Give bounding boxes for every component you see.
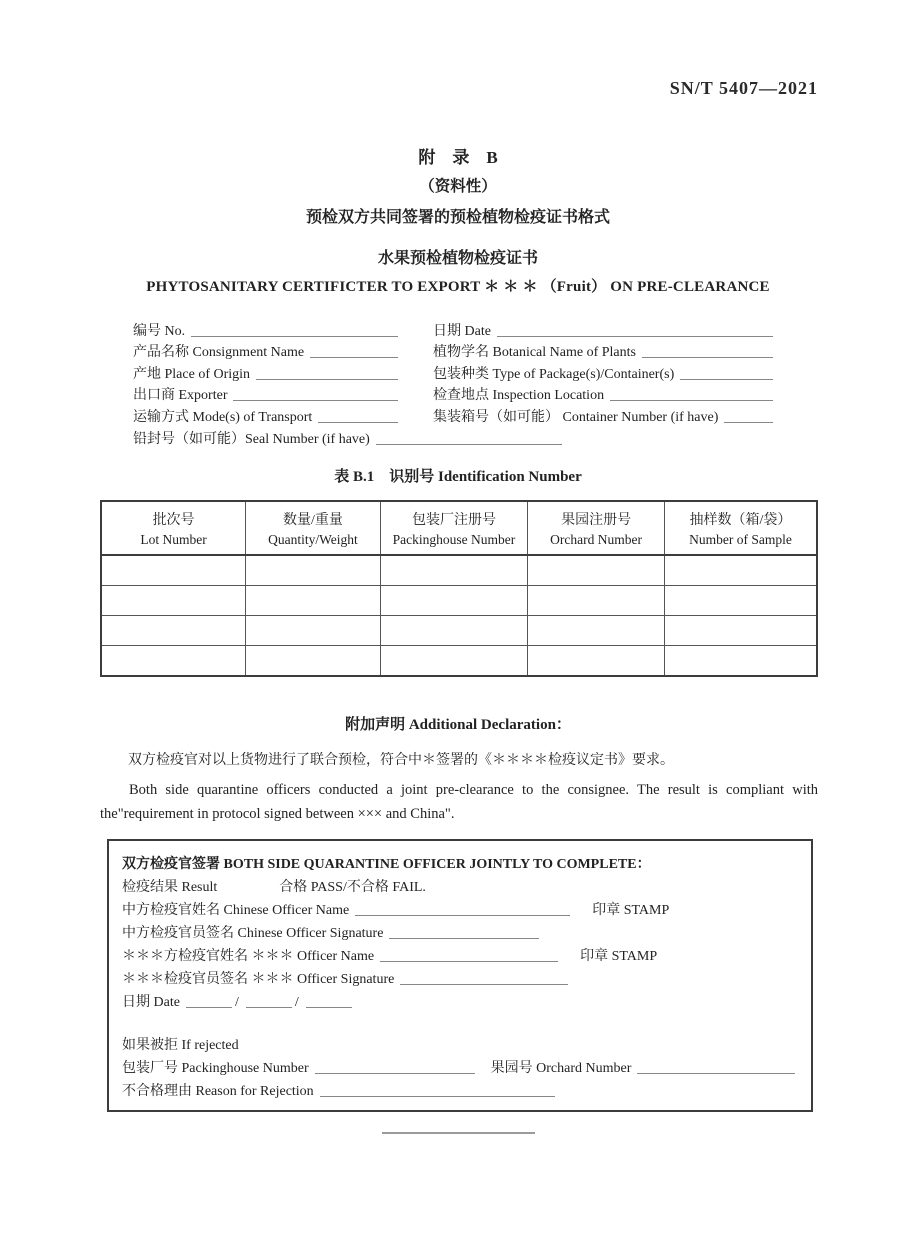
column-header-lot-number — [101, 501, 246, 555]
field-label: 包装种类 Type of Package(s)/Container(s) — [433, 366, 675, 382]
foreign-officer-signature-label: ＊＊＊检疫官员签名 ＊＊＊ Officer Signature — [122, 971, 395, 987]
foreign-officer-name-label: ＊＊＊方检疫官姓名 ＊＊＊ Officer Name — [122, 948, 375, 964]
blank-line — [724, 422, 773, 423]
certificate-title-cn: 水果预检植物检疫证书 — [377, 250, 538, 267]
table-cell — [246, 615, 381, 645]
column-header-en: Orchard Number — [550, 531, 642, 547]
table-cell — [380, 555, 527, 586]
blank-line — [191, 336, 398, 337]
blank-line — [315, 1073, 475, 1074]
foreign-officer-signature-line — [122, 965, 797, 988]
table-cell — [528, 585, 665, 615]
blank-line — [246, 1007, 292, 1008]
field-label: 铅封号（如可能）Seal Number (if have) — [133, 431, 370, 447]
declaration-paragraph-en: Both side quarantine officers conducted a joint pre-clearance to the consignee. The result is compliant with the"requirement in protocol signed between ××× and China". — [100, 781, 818, 822]
spacer — [122, 1011, 797, 1031]
blank-line — [256, 379, 398, 380]
result-line — [122, 873, 797, 896]
form-field-inspection-location — [433, 383, 775, 405]
blank-line — [310, 357, 398, 358]
result-label: 检疫结果 Result — [122, 879, 218, 895]
table-cell — [664, 585, 817, 615]
table-cell — [664, 645, 817, 676]
table-cell — [528, 615, 665, 645]
table-cell — [528, 555, 665, 586]
form-field-place-of-origin — [133, 361, 400, 383]
blank-line — [318, 422, 398, 423]
title-block — [0, 143, 916, 296]
table-cell — [246, 555, 381, 586]
heading-label: 双方检疫官签署 BOTH SIDE QUARANTINE OFFICER JOINTLY TO COMPLETE： — [122, 856, 651, 872]
appendix-title: 附 录 B — [418, 148, 498, 167]
column-header-en: Lot Number — [140, 531, 207, 547]
table-cell — [664, 555, 817, 586]
table-cell — [380, 615, 527, 645]
blank-line — [355, 915, 570, 916]
table-cell — [528, 645, 665, 676]
column-header-cn: 抽样数（箱/袋） — [689, 512, 792, 528]
cn-officer-signature-label: 中方检疫官员签名 Chinese Officer Signature — [122, 925, 384, 941]
table-cell — [101, 645, 246, 676]
foreign-officer-name-line — [122, 942, 797, 965]
table-caption: 表 B.1 识别号 Identification Number — [334, 468, 582, 485]
table-cell — [246, 585, 381, 615]
column-header-packinghouse-number — [380, 501, 527, 555]
table-cell — [664, 615, 817, 645]
column-header-cn: 批次号 — [152, 512, 195, 528]
column-header-en: Packinghouse Number — [392, 531, 516, 547]
blank-line — [610, 400, 773, 401]
column-header-en: Number of Sample — [689, 531, 792, 547]
header-form — [133, 318, 775, 426]
field-label: 产品名称 Consignment Name — [133, 345, 305, 360]
table-row — [101, 615, 817, 645]
field-label: 植物学名 Botanical Name of Plants — [433, 345, 636, 360]
stamp-label: 印章 STAMP — [592, 902, 670, 918]
blank-line — [320, 1096, 555, 1097]
blank-line — [400, 984, 568, 985]
blank-line — [680, 379, 773, 380]
form-field-no — [133, 318, 400, 340]
column-header-quantity-weight — [246, 501, 381, 555]
certificate-title-en: PHYTOSANITARY CERTIFICTER TO EXPORT ＊ ＊ ＊ （Fruit） ON PRE-CLEARANCE — [146, 279, 770, 295]
blank-line — [637, 1073, 795, 1074]
table-cell — [380, 645, 527, 676]
field-label: 日期 Date — [433, 323, 491, 339]
form-column-right — [433, 318, 775, 426]
result-options: 合格 PASS/不合格 FAIL. — [279, 879, 426, 895]
standard-code: SN/T 5407—2021 — [669, 78, 818, 98]
date-label: 日期 Date — [122, 994, 180, 1010]
field-label: 产地 Place of Origin — [133, 366, 251, 382]
form-field-transport-mode — [133, 404, 400, 426]
column-header-cn: 包装厂注册号 — [411, 512, 496, 528]
form-field-date — [433, 318, 775, 340]
cn-officer-name-label: 中方检疫官姓名 Chinese Officer Name — [122, 902, 350, 918]
table-cell — [380, 585, 527, 615]
form-column-left — [133, 318, 400, 426]
column-header-cn: 数量/重量 — [282, 512, 343, 528]
form-field-botanical-name — [433, 340, 775, 362]
rejection-reason-line — [122, 1077, 797, 1100]
end-rule — [382, 1132, 535, 1134]
stamp-label: 印章 STAMP — [580, 948, 658, 964]
table-row — [101, 555, 817, 586]
table-header-row — [101, 501, 817, 555]
blank-line — [186, 1007, 232, 1008]
blank-line — [233, 400, 398, 401]
table-row — [101, 645, 817, 676]
table-cell — [101, 555, 246, 586]
signature-box-heading — [122, 850, 797, 873]
blank-line — [497, 336, 773, 337]
blank-line — [642, 357, 773, 358]
blank-line — [389, 938, 539, 939]
if-rejected-label: 如果被拒 If rejected — [122, 1037, 239, 1053]
cn-officer-signature-line — [122, 919, 797, 942]
field-label: 编号 No. — [133, 323, 186, 339]
rejected-numbers-line — [122, 1054, 797, 1077]
table-cell — [246, 645, 381, 676]
date-separator: / — [294, 994, 299, 1010]
form-field-package-type — [433, 361, 775, 383]
packinghouse-label: 包装厂号 Packinghouse Number — [122, 1060, 309, 1076]
form-field-consignment-name — [133, 340, 400, 362]
field-label: 运输方式 Mode(s) of Transport — [133, 409, 313, 425]
column-header-number-of-sample — [664, 501, 817, 555]
signature-box — [107, 839, 813, 1112]
form-field-exporter — [133, 383, 400, 405]
table-cell — [101, 615, 246, 645]
rejection-reason-label: 不合格理由 Reason for Rejection — [122, 1083, 314, 1099]
field-label: 集装箱号（如可能） Container Number (if have) — [433, 409, 719, 425]
cn-officer-name-line — [122, 896, 797, 919]
field-label: 出口商 Exporter — [133, 388, 228, 403]
form-field-seal-number — [133, 426, 916, 448]
orchard-label: 果园号 Orchard Number — [490, 1060, 632, 1076]
informative-label: （资料性） — [419, 178, 497, 195]
column-header-en: Quantity/Weight — [268, 531, 358, 547]
form-field-container-number — [433, 404, 775, 426]
declaration-paragraph-cn: 双方检疫官对以上货物进行了联合预检，符合中＊签署的《＊＊＊＊检疫议定书》要求。 — [128, 752, 674, 768]
table-row — [101, 585, 817, 615]
field-label: 检查地点 Inspection Location — [433, 388, 605, 403]
table-cell — [101, 585, 246, 615]
blank-line — [376, 444, 562, 445]
date-separator: / — [234, 994, 239, 1010]
column-header-orchard-number — [528, 501, 665, 555]
if-rejected-line — [122, 1031, 797, 1054]
date-line — [122, 988, 797, 1011]
column-header-cn: 果园注册号 — [561, 512, 632, 528]
declaration-heading: 附加声明 Additional Declaration： — [345, 716, 571, 733]
blank-line — [306, 1007, 352, 1008]
appendix-subtitle: 预检双方共同签署的预检植物检疫证书格式 — [305, 209, 610, 226]
identification-table — [100, 500, 818, 677]
blank-line — [380, 961, 558, 962]
